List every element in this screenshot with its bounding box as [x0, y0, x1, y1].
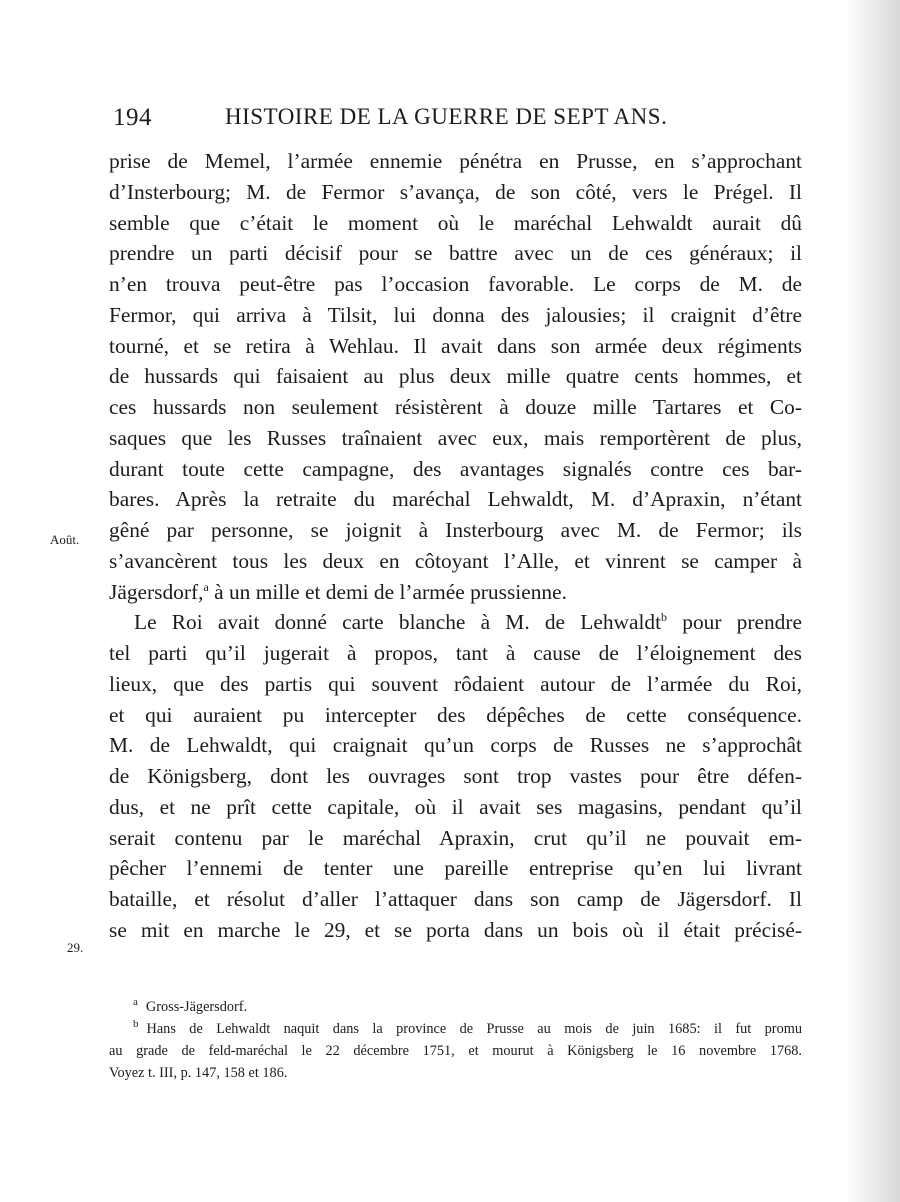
text-line: et qui auraient pu intercepter des dépêches de cette conséquence. [109, 702, 802, 727]
text-line: pêcher l’ennemi de tenter une pareille entreprise qu’en lui livrant [109, 856, 802, 881]
text-fragment: Jägersdorf, [109, 579, 204, 604]
page-edge-shadow [845, 0, 900, 1202]
body-text [109, 146, 802, 946]
running-title: HISTOIRE DE LA GUERRE DE SEPT ANS. [225, 104, 668, 129]
footnote-ref-a: a [203, 579, 209, 594]
footnote-b [109, 1018, 802, 1040]
text-line: prendre un parti décisif pour se battre avec un de ces généraux; il [109, 241, 802, 266]
text-line: d’Insterbourg; M. de Fermor s’avança, de son côté, vers le Prégel. Il [109, 179, 802, 204]
text-line: bares. Après la retraite du maréchal Lehwaldt, M. d’Apraxin, n’étant [109, 487, 802, 512]
text-line: tourné, et se retira à Wehlau. Il avait dans son armée deux régiments [109, 333, 802, 358]
margin-note-29: 29. [67, 940, 84, 955]
text-line-with-footnote-a [109, 577, 802, 608]
text-line: Fermor, qui arriva à Tilsit, lui donna des jalousies; il craignit d’être [109, 302, 802, 327]
text-line: semble que c’était le moment où le maréchal Lehwaldt aurait dû [109, 210, 802, 235]
text-line: de Königsberg, dont les ouvrages sont trop vastes pour être défen- [109, 764, 802, 788]
text-line: tel parti qu’il jugerait à propos, tant à cause de l’éloignement des [109, 641, 802, 665]
text-line-with-footnote-b [109, 607, 802, 638]
text-line: bataille, et résolut d’aller l’attaquer dans son camp de Jägersdorf. Il [109, 887, 802, 911]
text-line: dus, et ne prît cette capitale, où il avait ses magasins, pendant qu’il [109, 794, 802, 819]
footnote-text: Hans de Lehwaldt naquit dans la province de Prusse au mois de juin 1685: il fut promu [146, 1021, 802, 1037]
text-fragment: pour prendre [667, 610, 802, 635]
footnote-text-line: Voyez t. III, p. 147, 158 et 186. [109, 1065, 288, 1081]
footnote-marker-a: a [133, 996, 138, 1009]
text-line: lieux, que des partis qui souvent rôdaient autour de l’armée du Roi, [109, 671, 802, 696]
page-header [113, 104, 703, 140]
text-line: s’avancèrent tous les deux en côtoyant l’Alle, et vinrent se camper à [109, 548, 802, 573]
text-line: prise de Memel, l’armée ennemie pénétra en Prusse, en s’approchant [109, 149, 802, 173]
footnote-a [109, 996, 802, 1018]
footnote-ref-b: b [661, 610, 668, 625]
text-line: de hussards qui faisaient au plus deux mille quatre cents hommes, et [109, 364, 802, 389]
footnotes [109, 996, 802, 1084]
text-line: ces hussards non seulement résistèrent à douze mille Tartares et Co- [109, 395, 802, 419]
text-line: durant toute cette campagne, des avantages signalés contre ces bar- [109, 456, 802, 481]
text-line: se mit en marche le 29, et se porta dans un bois où il était précisé- [109, 917, 802, 942]
text-fragment: à un mille et demi de l’armée prussienne. [208, 579, 567, 604]
margin-note-aout: Août. [50, 532, 80, 547]
text-line: saques que les Russes traînaient avec eux, mais remportèrent de plus, [109, 425, 802, 450]
footnote-marker-b: b [133, 1018, 139, 1031]
text-line: serait contenu par le maréchal Apraxin, crut qu’il ne pouvait em- [109, 825, 802, 850]
text-line: M. de Lehwaldt, qui craignait qu’un corps de Russes ne s’approchât [109, 733, 802, 758]
page-number: 194 [113, 104, 152, 131]
footnote-text: Gross-Jägersdorf. [145, 999, 248, 1015]
footnote-text-line: au grade de feld-maréchal le 22 décembre 1751, et mourut à Königsberg le 16 novembre 1768. [109, 1043, 802, 1059]
text-line: gêné par personne, se joignit à Insterbourg avec M. de Fermor; ils [109, 518, 802, 542]
text-line: n’en trouva peut-être pas l’occasion favorable. Le corps de M. de [109, 272, 802, 296]
text-fragment: Le Roi avait donné carte blanche à M. de Lehwaldt [134, 610, 662, 635]
